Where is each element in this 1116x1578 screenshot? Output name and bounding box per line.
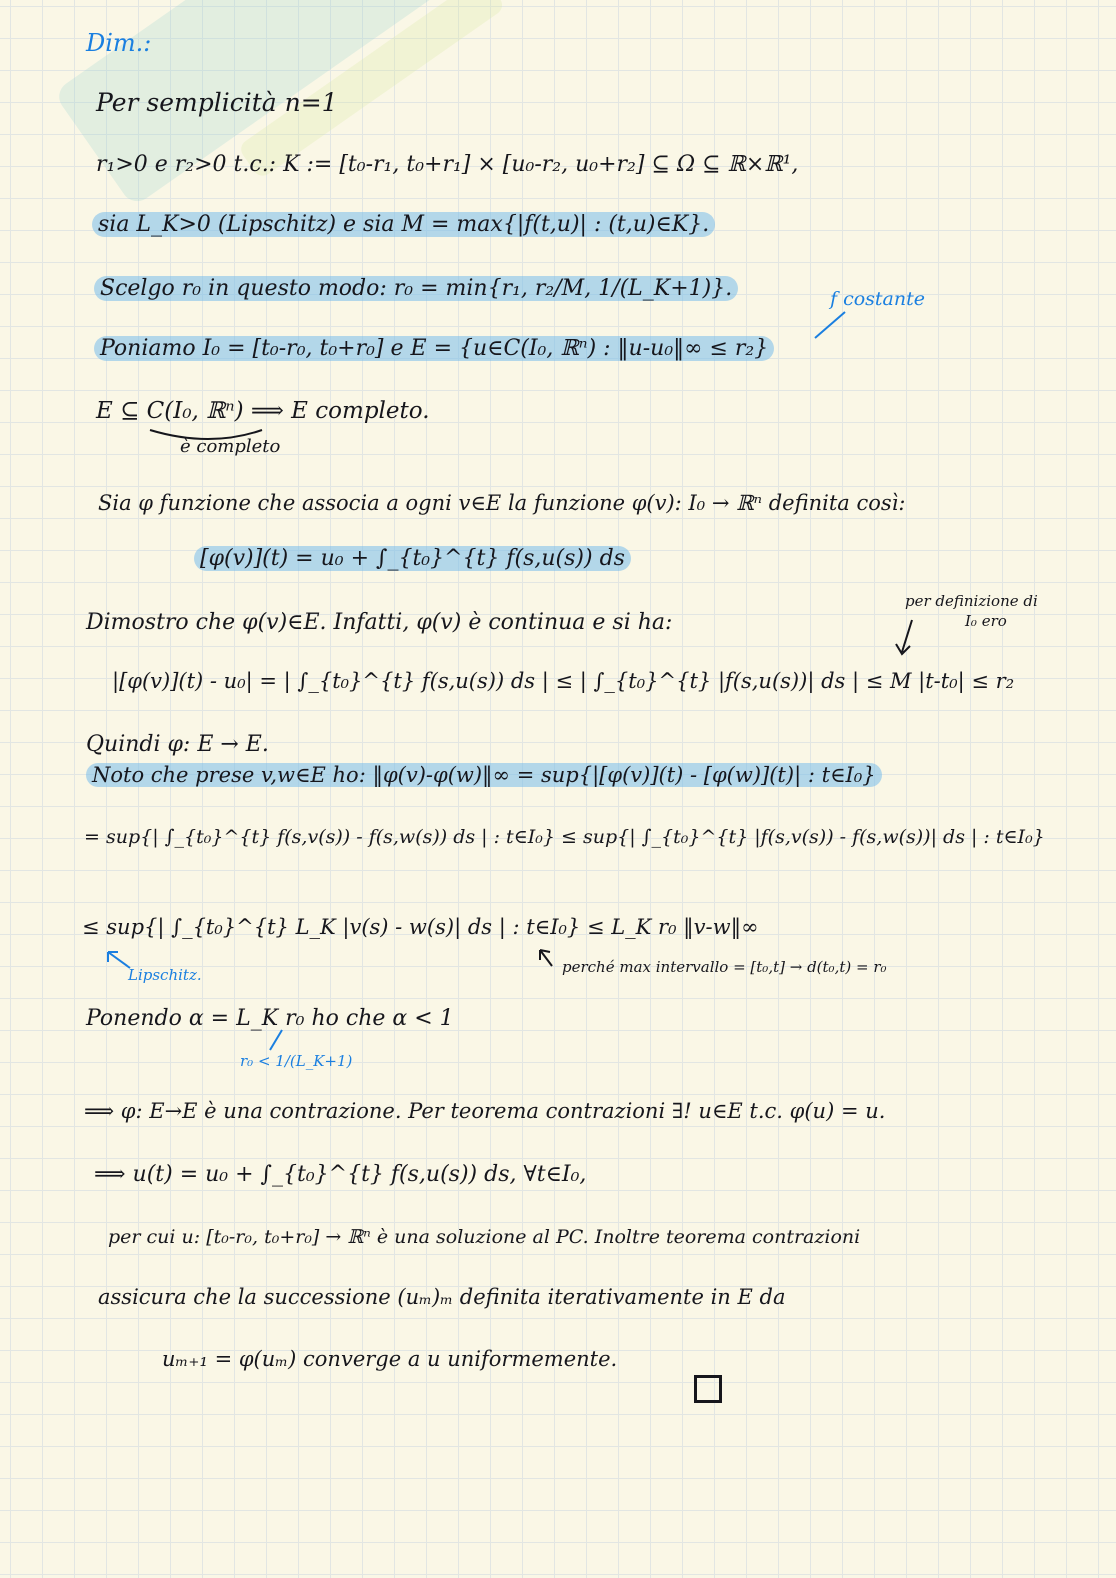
annotation-f-costante: f costante xyxy=(830,288,925,310)
line-7: Sia φ funzione che associa a ogni v∈E la funzione φ(v): I₀ → ℝⁿ definita così: xyxy=(98,491,906,515)
line-19: assicura che la successione (uₘ)ₘ definita iterativamente in E da xyxy=(98,1285,786,1309)
line-17: ⟹ u(t) = u₀ + ∫_{t₀}^{t} f(s,u(s)) ds, ∀t∈I₀, xyxy=(94,1162,587,1187)
line-2: r₁>0 e r₂>0 t.c.: K := [t₀-r₁, t₀+r₁] × [u₀-r₂, u₀+r₂] ⊆ Ω ⊆ ℝ×ℝ¹, xyxy=(96,152,799,177)
annotation-perche-max: perché max intervallo = [t₀,t] → d(t₀,t) = r₀ xyxy=(562,958,887,976)
line-4: Scelgo r₀ in questo modo: r₀ = min{r₁, r₂/M, 1/(L_K+1)}. xyxy=(94,274,738,304)
line-9: Dimostro che φ(v)∈E. Infatti, φ(v) è continua e si ha: xyxy=(86,610,673,635)
line-14: ≤ sup{| ∫_{t₀}^{t} L_K |v(s) - w(s)| ds | : t∈I₀} ≤ L_K r₀ ‖v-w‖∞ xyxy=(82,915,759,939)
line-10: |[φ(v)](t) - u₀| = | ∫_{t₀}^{t} f(s,u(s)) ds | ≤ | ∫_{t₀}^{t} |f(s,u(s))| ds | ≤ M |t-t₀| ≤ r₂ xyxy=(112,669,1015,693)
annotation-r0-bound: r₀ < 1/(L_K+1) xyxy=(240,1052,353,1070)
line-3: sia L_K>0 (Lipschitz) e sia M = max{|f(t,u)| : (t,u)∈K}. xyxy=(92,210,715,240)
line-6: E ⊆ C(I₀, ℝⁿ) ⟹ E completo. xyxy=(96,398,430,424)
line-15: Ponendo α = L_K r₀ ho che α < 1 xyxy=(86,1006,454,1031)
heading: Dim.: xyxy=(86,29,152,57)
line-8: [φ(v)](t) = u₀ + ∫_{t₀}^{t} f(s,u(s)) ds xyxy=(194,544,631,574)
annotation-lipschitz: Lipschitz. xyxy=(128,966,202,984)
line-18: per cui u: [t₀-r₀, t₀+r₀] → ℝⁿ è una soluzione al PC. Inoltre teorema contrazioni xyxy=(108,1226,861,1248)
line-16: ⟹ φ: E→E è una contrazione. Per teorema contrazioni ∃! u∈E t.c. φ(u) = u. xyxy=(84,1099,886,1123)
line-11: Quindi φ: E → E. xyxy=(86,732,269,757)
line-1: Per semplicità n=1 xyxy=(96,88,338,117)
annotation-e-completo: è completo xyxy=(180,436,281,457)
annotation-per-definizione-2: I₀ ero xyxy=(965,612,1007,630)
line-12: Noto che prese v,w∈E ho: ‖φ(v)-φ(w)‖∞ = sup{|[φ(v)](t) - [φ(w)](t)| : t∈I₀} xyxy=(86,760,882,790)
line-5: Poniamo I₀ = [t₀-r₀, t₀+r₀] e E = {u∈C(I₀, ℝⁿ) : ‖u-u₀‖∞ ≤ r₂} xyxy=(94,334,774,364)
line-13: = sup{| ∫_{t₀}^{t} f(s,v(s)) - f(s,w(s)) ds | : t∈I₀} ≤ sup{| ∫_{t₀}^{t} |f(s,v(s)) - f(s,w(s))| ds | : t∈I₀} xyxy=(84,826,1045,848)
line-20: uₘ₊₁ = φ(uₘ) converge a u uniformemente. xyxy=(162,1347,618,1371)
annotation-per-definizione: per definizione di xyxy=(905,592,1038,610)
